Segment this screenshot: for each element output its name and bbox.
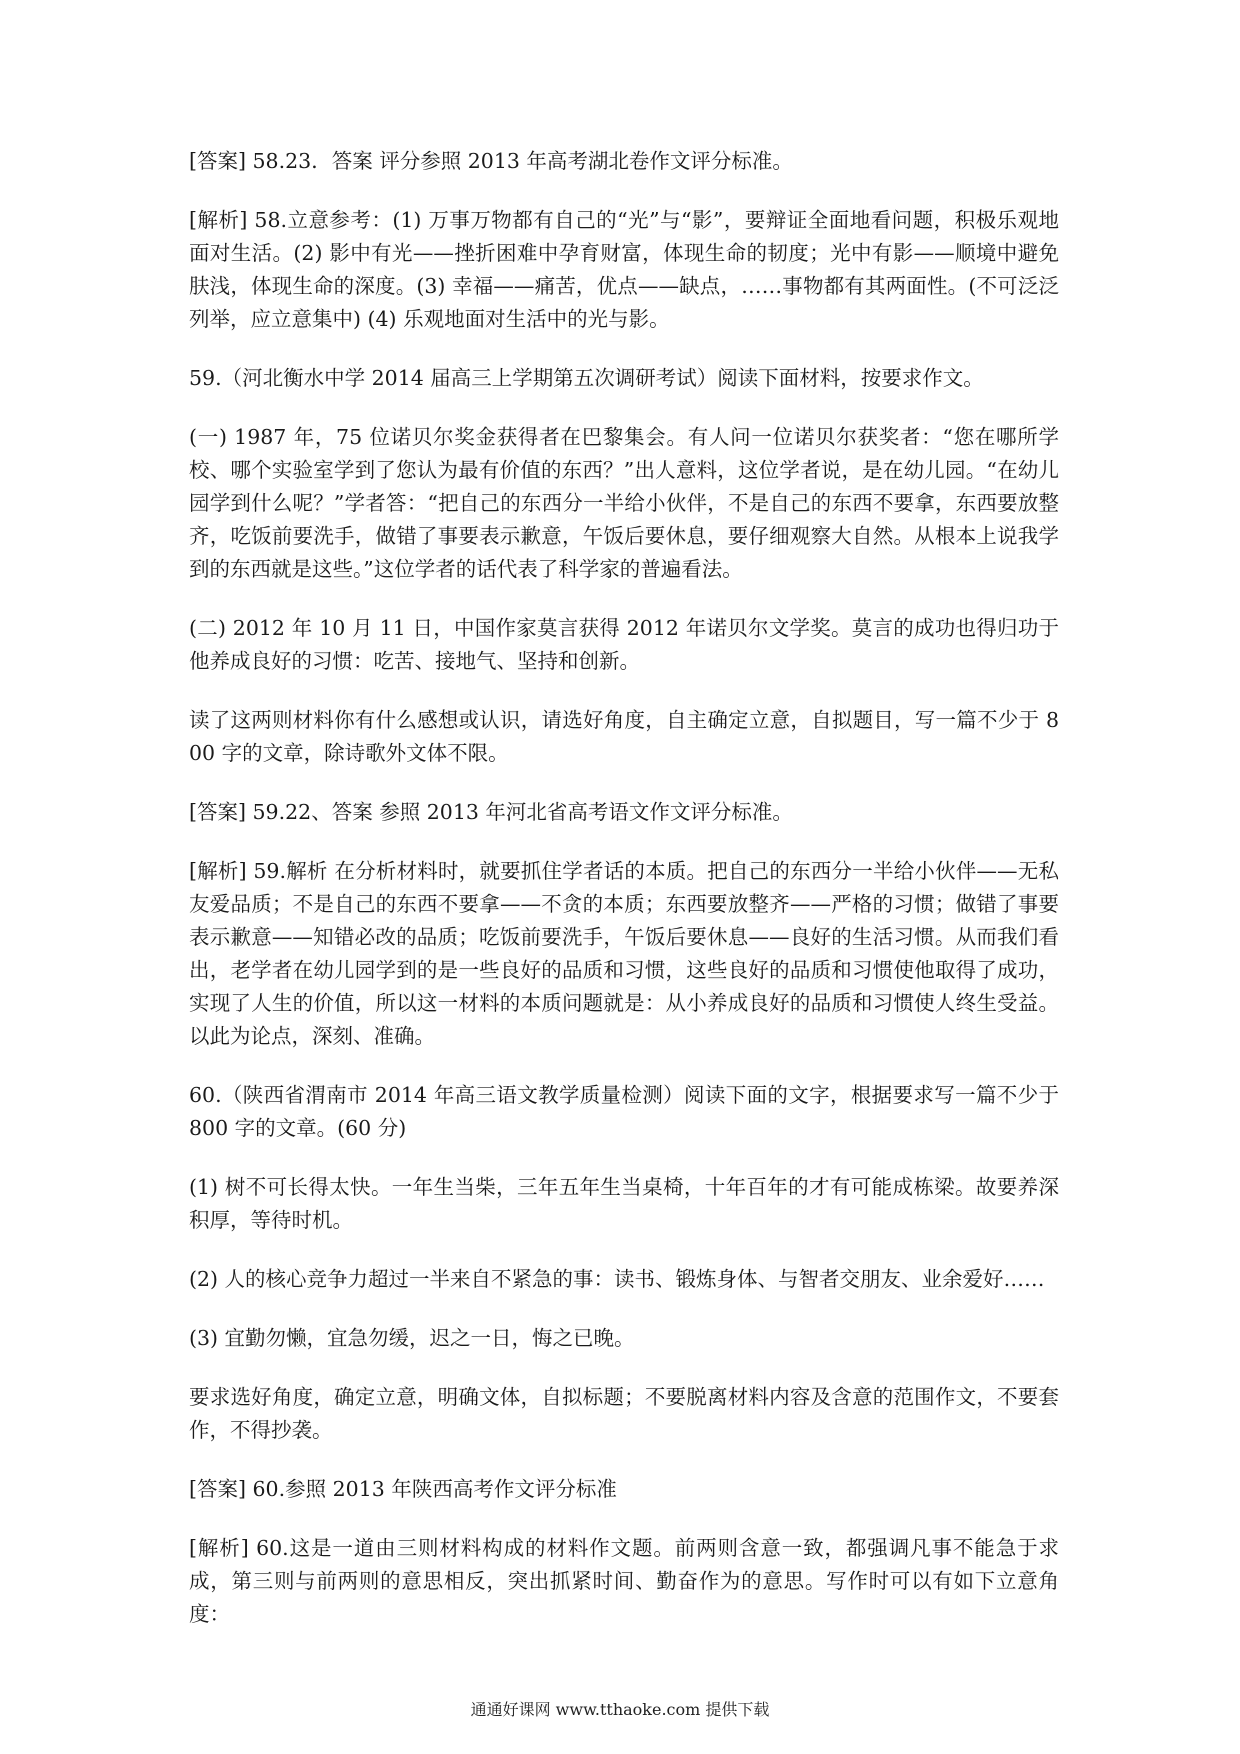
analysis-58: [解析] 58.立意参考：(1) 万事万物都有自己的“光”与“影”，要辩证全面地看问题，积极乐观地面对生活。(2) 影中有光——挫折困难中孕育财富，体现生命的韧度；光中有影——顺境中避免肤浅，体现生命的深度。(3) 幸福——痛苦，优点——缺点，……事物都有其两面性。(不可泛泛列举，应立意集中) (4) 乐观地面对生活中的光与影。 [189,208,1059,331]
material-60-3: (3) 宜勤勿懒，宜急勿缓，迟之一日，悔之已晚。 [189,1326,635,1350]
analysis-60: [解析] 60.这是一道由三则材料构成的材料作文题。前两则含意一致，都强调凡事不能急于求成，第三则与前两则的意思相反，突出抓紧时间、勤奋作为的意思。写作时可以有如下立意角度： [189,1536,1059,1626]
material-60-1: (1) 树不可长得太快。一年生当柴，三年五年生当桌椅，十年百年的才有可能成栋梁。故要养深积厚，等待时机。 [189,1175,1059,1232]
material-59-2: (二) 2012 年 10 月 11 日，中国作家莫言获得 2012 年诺贝尔文学奖。莫言的成功也得归功于他养成良好的习惯：吃苦、接地气、坚持和创新。 [189,616,1059,673]
answer-58: [答案] 58.23．答案 评分参照 2013 年高考湖北卷作文评分标准。 [189,149,793,173]
analysis-59: [解析] 59.解析 在分析材料时，就要抓住学者话的本质。把自己的东西分一半给小伙伴——无私友爱品质；不是自己的东西不要拿——不贪的本质；东西要放整齐——严格的习惯；做错了事要表示歉意——知错必改的品质；吃饭前要洗手，午饭后要休息——良好的生活习惯。从而我们看出，老学者在幼儿园学到的是一些良好的品质和习惯，这些良好的品质和习惯使他取得了成功，实现了人生的价值，所以这一材料的本质问题就是：从小养成良好的品质和习惯使人终生受益。以此为论点，深刻、准确。 [189,859,1059,1048]
requirement-59: 读了这两则材料你有什么感想或认识，请选好角度，自主确定立意，自拟题目，写一篇不少于 800 字的文章，除诗歌外文体不限。 [189,708,1059,765]
material-60-2: (2) 人的核心竞争力超过一半来自不紧急的事：读书、锻炼身体、与智者交朋友、业余爱好…… [189,1267,1045,1291]
answer-60: [答案] 60.参照 2013 年陕西高考作文评分标准 [189,1477,617,1501]
question-59: 59.（河北衡水中学 2014 届高三上学期第五次调研考试）阅读下面材料，按要求作文。 [189,366,984,390]
material-59-1: (一) 1987 年，75 位诺贝尔奖金获得者在巴黎集会。有人问一位诺贝尔获奖者：“您在哪所学校、哪个实验室学到了您认为最有价值的东西？”出人意料，这位学者说，是在幼儿园。“在幼儿园学到什么呢？”学者答：“把自己的东西分一半给小伙伴，不是自己的东西不要拿，东西要放整齐，吃饭前要洗手，做错了事要表示歉意，午饭后要休息，要仔细观察大自然。从根本上说我学到的东西就是这些。”这位学者的话代表了科学家的普遍看法。 [189,425,1059,581]
requirement-60: 要求选好角度，确定立意，明确文体，自拟标题；不要脱离材料内容及含意的范围作文，不要套作，不得抄袭。 [189,1385,1059,1442]
answer-59: [答案] 59.22、答案 参照 2013 年河北省高考语文作文评分标准。 [189,800,793,824]
question-60: 60.（陕西省渭南市 2014 年高三语文教学质量检测）阅读下面的文字，根据要求写一篇不少于 800 字的文章。(60 分) [189,1083,1059,1140]
document-body [189,145,1059,1657]
page-footer: 通通好课网 www.tthaoke.com 提供下载 [470,1700,770,1719]
